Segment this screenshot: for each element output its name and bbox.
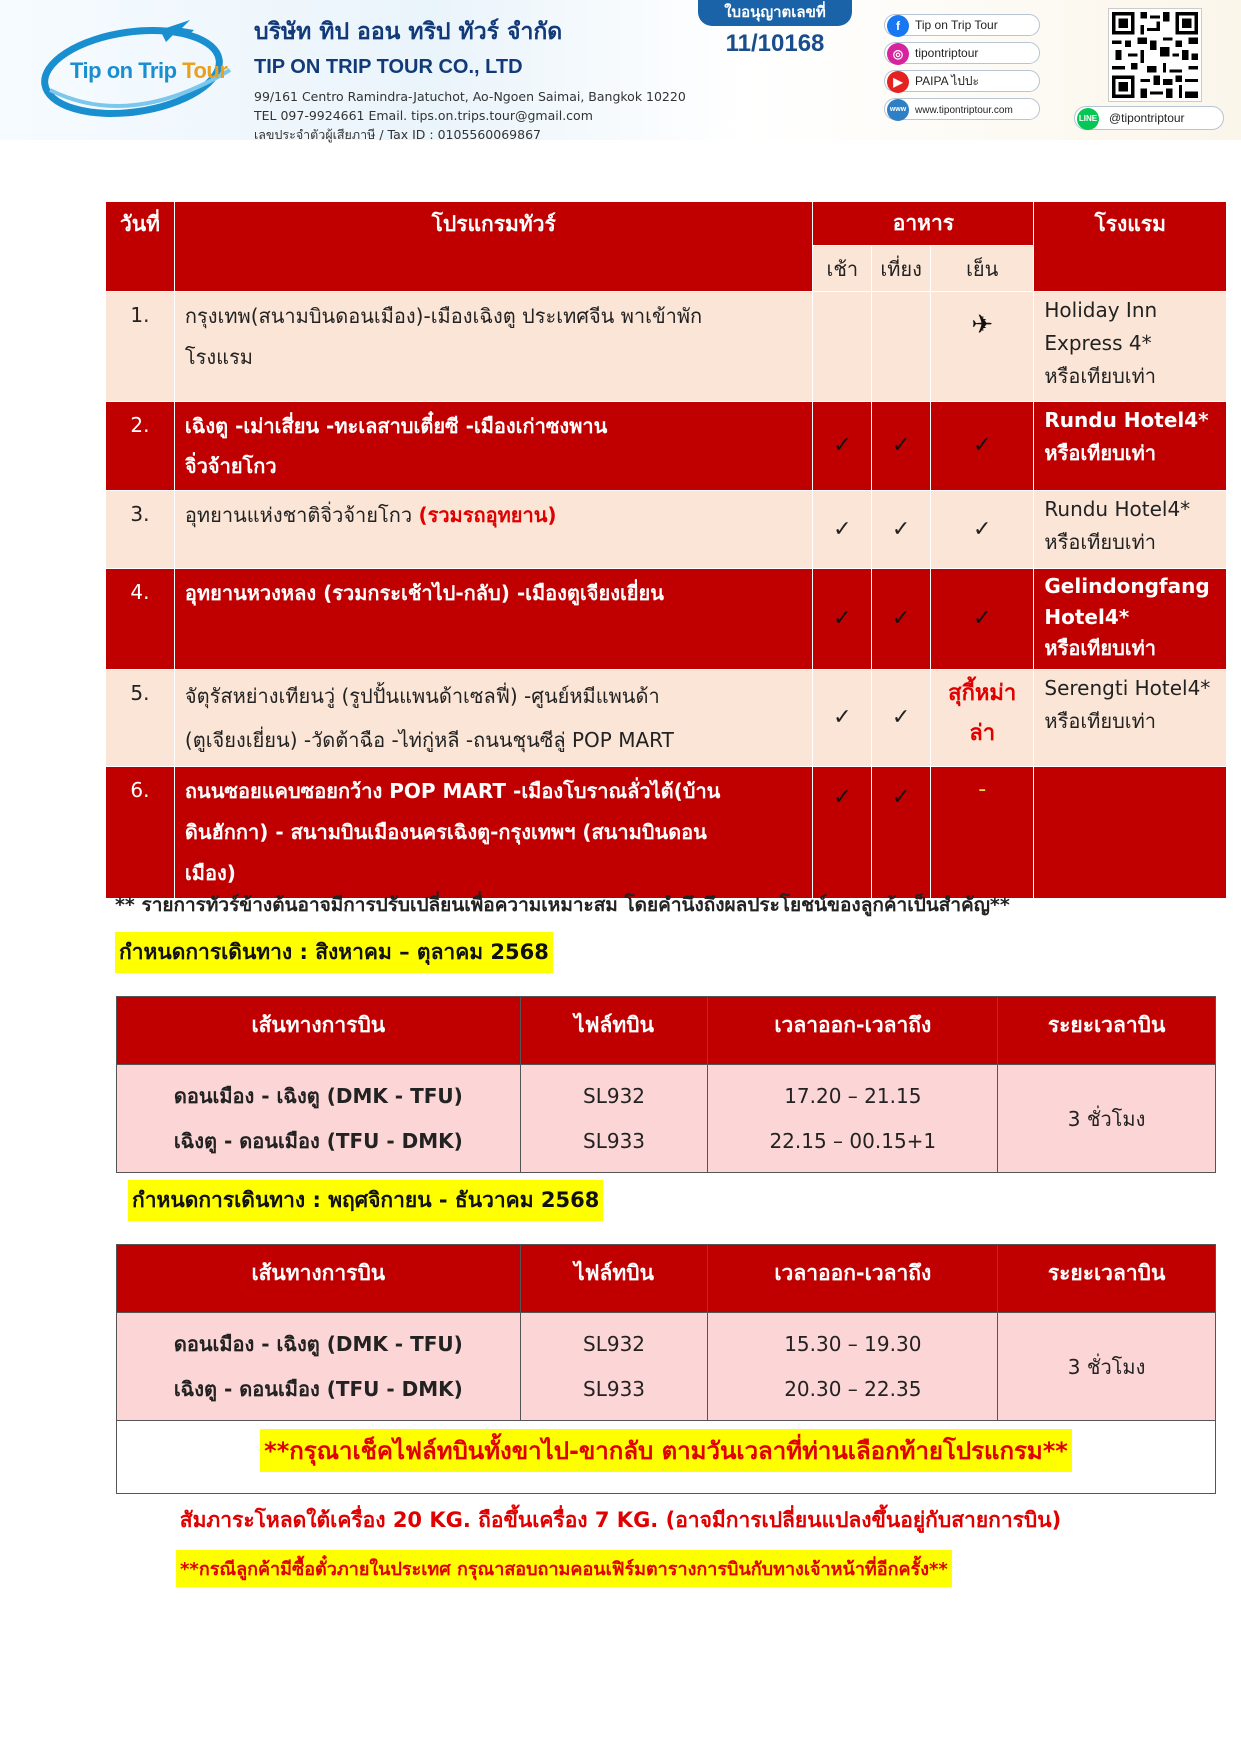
flight-back: SL933 [583,1376,646,1401]
header-flight: ไฟล์ทบิน [520,1245,708,1313]
header-route: เส้นทางการบิน [117,997,521,1065]
route-back: เฉิงตู - ดอนเมือง (TFU - DMK) [173,1376,463,1401]
flight-header-row [117,997,1216,1065]
program-line: เฉิงตู -เม่าเสี่ยน -ทะเลสาบเตี๋ยซี -เมืองเก่าซงพาน [184,414,608,438]
flight-out: SL932 [583,1331,646,1356]
hotel-line: Express 4* [1044,331,1152,355]
social-label: tipontriptour [915,46,979,60]
meal-breakfast-check-icon: ✓ [813,767,872,899]
flight-table-2 [116,1244,1216,1421]
company-name-english: TIP ON TRIP TOUR CO., LTD [254,56,523,78]
itinerary-row-day-5 [106,670,1227,767]
meal-lunch-check-icon: ✓ [872,767,931,899]
hotel-line: หรือเทียบเท่า [1044,636,1157,660]
meal-dinner [931,670,1034,767]
hotel-line: Serengti Hotel4* [1044,676,1211,700]
flight-back: SL933 [583,1128,646,1153]
hotel-line: Hotel4* [1044,605,1130,629]
dinner-sukiyaki: ล่า [969,721,996,746]
hotel-line: หรือเทียบเท่า [1044,709,1157,733]
meal-breakfast-check-icon: ✓ [813,491,872,569]
header-dinner: เย็น [931,246,1034,292]
youtube-icon: ▶ [887,71,909,93]
itinerary-table [105,201,1227,899]
duration-cell: 3 ชั่วโมง [998,1065,1216,1173]
hotel-text [1034,569,1227,670]
header-lunch: เที่ยง [872,246,931,292]
header-meals: อาหาร [813,202,1034,246]
itinerary-row-day-1 [106,292,1227,402]
route-out: ดอนเมือง - เฉิงตู (DMK - TFU) [173,1331,463,1356]
program-line: เมือง) [184,861,236,885]
hotel-text [1034,491,1227,569]
program-line: กรุงเทพ(สนามบินดอนเมือง)-เมืองเฉิงตู ประเทศจีน พาเข้าพัก [184,304,703,328]
airplane-icon: ✈ [971,310,994,340]
company-name-thai: บริษัท ทิป ออน ทริป ทัวร์ จำกัด [254,19,563,45]
header-time: เวลาออก-เวลาถึง [708,1245,998,1313]
duration-cell: 3 ชั่วโมง [998,1313,1216,1421]
program-line: อุทยานแห่งชาติจิ่วจ้ายโกว [184,503,419,527]
line-id-link[interactable] [1074,106,1224,130]
itinerary-row-day-6 [106,767,1227,899]
meal-lunch-check-icon: ✓ [872,670,931,767]
company-tax-id: เลขประจำตัวผู้เสียภาษี / Tax ID : 0105560069867 [254,127,541,142]
social-instagram[interactable] [884,42,1040,64]
company-contact: TEL 097-9924661 Email. tips.on.trips.tour@gmail.com [254,108,593,123]
dinner-sukiyaki: สุกี้หม่า [948,681,1017,706]
social-links [884,14,1040,126]
time-out: 15.30 – 19.30 [784,1331,922,1356]
flight-row [117,1313,1216,1421]
flight-row [117,1065,1216,1173]
flight-out: SL932 [583,1083,646,1108]
flight-cell [520,1065,708,1173]
route-out: ดอนเมือง - เฉิงตู (DMK - TFU) [173,1083,463,1108]
hotel-text [1034,767,1227,899]
program-highlight: (รวมรถอุทยาน) [418,503,557,527]
route-cell [117,1065,521,1173]
line-label: @tipontriptour [1109,111,1185,125]
meal-breakfast-check-icon: ✓ [813,569,872,670]
program-text [174,670,813,767]
meal-dinner [931,292,1034,402]
baggage-note: สัมภาระโหลดใต้เครื่อง 20 KG. ถือขึ้นเครื่อง 7 KG. (อาจมีการเปลี่ยนแปลงขึ้นอยู่กับสายการบิน) [179,1508,1062,1532]
itinerary-note: ** รายการทัวร์ข้างต้นอาจมีการปรับเปลี่ยนเพื่อความเหมาะสม โดยคำนึงถึงผลประโยชน์ของลูกค้าเป็นสำคัญ** [115,894,1010,916]
meal-dinner-check-icon: ✓ [931,491,1034,569]
day-number: 1. [106,292,175,402]
hotel-text [1034,292,1227,402]
route-back: เฉิงตู - ดอนเมือง (TFU - DMK) [173,1128,463,1153]
company-info [254,14,714,142]
company-logo [40,10,240,125]
hotel-line: หรือเทียบเท่า [1044,530,1157,554]
program-line: ดินฮักกา) - สนามบินเมืองนครเฉิงตู-กรุงเทพฯ (สนามบินดอน [184,820,707,844]
day-number: 3. [106,491,175,569]
day-number: 6. [106,767,175,899]
qr-code-icon [1109,9,1201,101]
hotel-line: Holiday Inn [1044,298,1158,322]
header-flight: ไฟล์ทบิน [520,997,708,1065]
meal-lunch-check-icon: ✓ [872,569,931,670]
program-text [174,767,813,899]
itinerary-header-row [106,202,1227,246]
meal-lunch-check-icon: ✓ [872,402,931,491]
flight-table-1 [116,996,1216,1173]
hotel-line: หรือเทียบเท่า [1044,364,1157,388]
header-time: เวลาออก-เวลาถึง [708,997,998,1065]
letterhead [0,0,1241,140]
license-label: ใบอนุญาตเลขที่ [698,0,852,26]
line-icon: LINE [1077,108,1099,130]
itinerary-row-day-3 [106,491,1227,569]
time-cell [708,1065,998,1173]
social-facebook[interactable] [884,14,1040,36]
time-back: 22.15 – 00.15+1 [769,1128,937,1153]
hotel-line: Gelindongfang [1044,574,1210,598]
social-label: www.tipontriptour.com [915,105,1013,116]
hotel-line: Rundu Hotel4* [1044,408,1209,432]
program-text [174,402,813,491]
facebook-icon: f [887,15,909,37]
license-number: 11/10168 [725,30,825,57]
header-route: เส้นทางการบิน [117,1245,521,1313]
flight-cell [520,1313,708,1421]
license-block [690,0,860,64]
hotel-line: หรือเทียบเท่า [1044,441,1157,465]
hotel-line: Rundu Hotel4* [1044,497,1191,521]
header-day: วันที่ [106,202,175,292]
hotel-text [1034,402,1227,491]
program-line: อุทยานหวงหลง (รวมกระเช้าไป-กลับ) -เมืองตูเจียงเยี่ยน [184,581,664,605]
program-line: ถนนซอยแคบซอยกว้าง POP MART -เมืองโบราณลั่วไต้(บ้าน [184,779,721,803]
travel-period-1: กำหนดการเดินทาง : สิงหาคม – ตุลาคม 2568 [115,932,553,973]
header-hotel: โรงแรม [1034,202,1227,292]
travel-period-2: กำหนดการเดินทาง : พฤศจิกายน - ธันวาคม 2568 [128,1180,603,1221]
program-text [174,292,813,402]
social-youtube[interactable] [884,70,1040,92]
meal-lunch [872,292,931,402]
header-duration: ระยะเวลาบิน [998,1245,1216,1313]
day-number: 5. [106,670,175,767]
meal-dinner: - [931,767,1034,899]
flight-header-row [117,1245,1216,1313]
time-cell [708,1313,998,1421]
day-number: 2. [106,402,175,491]
social-label: PAIPA ไปปะ [915,74,979,88]
instagram-icon: ◎ [887,43,909,65]
itinerary-row-day-4 [106,569,1227,670]
meal-breakfast [813,292,872,402]
program-line: โรงแรม [184,345,253,369]
website-icon: www [887,99,909,121]
hotel-text [1034,670,1227,767]
meal-breakfast-check-icon: ✓ [813,670,872,767]
program-line: จิ่วจ้ายโกว [184,454,277,478]
social-label: Tip on Trip Tour [915,18,998,32]
meal-lunch-check-icon: ✓ [872,491,931,569]
time-out: 17.20 – 21.15 [784,1083,922,1108]
time-back: 20.30 – 22.35 [784,1376,922,1401]
check-flights-note: **กรุณาเช็คไฟล์ทบินทั้งขาไป-ขากลับ ตามวันเวลาที่ท่านเลือกท้ายโปรแกรม** [260,1429,1072,1472]
company-address: 99/161 Centro Ramindra-Jatuchot, Ao-Ngoen Saimai, Bangkok 10220 [254,89,686,104]
qr-code [1108,8,1202,102]
day-number: 4. [106,569,175,670]
logo-text: Tip on Trip Tour [70,58,228,83]
check-flights-box [116,1420,1216,1494]
meal-breakfast-check-icon: ✓ [813,402,872,491]
header-program: โปรแกรมทัวร์ [174,202,813,292]
program-text [174,491,813,569]
domestic-ticket-note: **กรณีลูกค้ามีซื้อตั๋วภายในประเทศ กรุณาสอบถามคอนเฟิร์มตารางการบินกับทางเจ้าหน้าที่อีกครั้ง** [176,1550,952,1587]
program-line: จัตุรัสหย่างเทียนวู่ (รูปปั้นแพนด้าเซลฟี่) -ศูนย์หมีแพนด้า [184,684,660,708]
header-breakfast: เช้า [813,246,872,292]
meal-dinner-check-icon: ✓ [931,402,1034,491]
program-text [174,569,813,670]
itinerary-row-day-2 [106,402,1227,491]
header-duration: ระยะเวลาบิน [998,997,1216,1065]
route-cell [117,1313,521,1421]
meal-dinner-check-icon: ✓ [931,569,1034,670]
social-website[interactable] [884,98,1040,120]
program-line: (ตูเจียงเยี่ยน) -วัดต้าฉือ -ไท่กู่หลี -ถนนชุนซีลู่ POP MART [184,728,674,752]
